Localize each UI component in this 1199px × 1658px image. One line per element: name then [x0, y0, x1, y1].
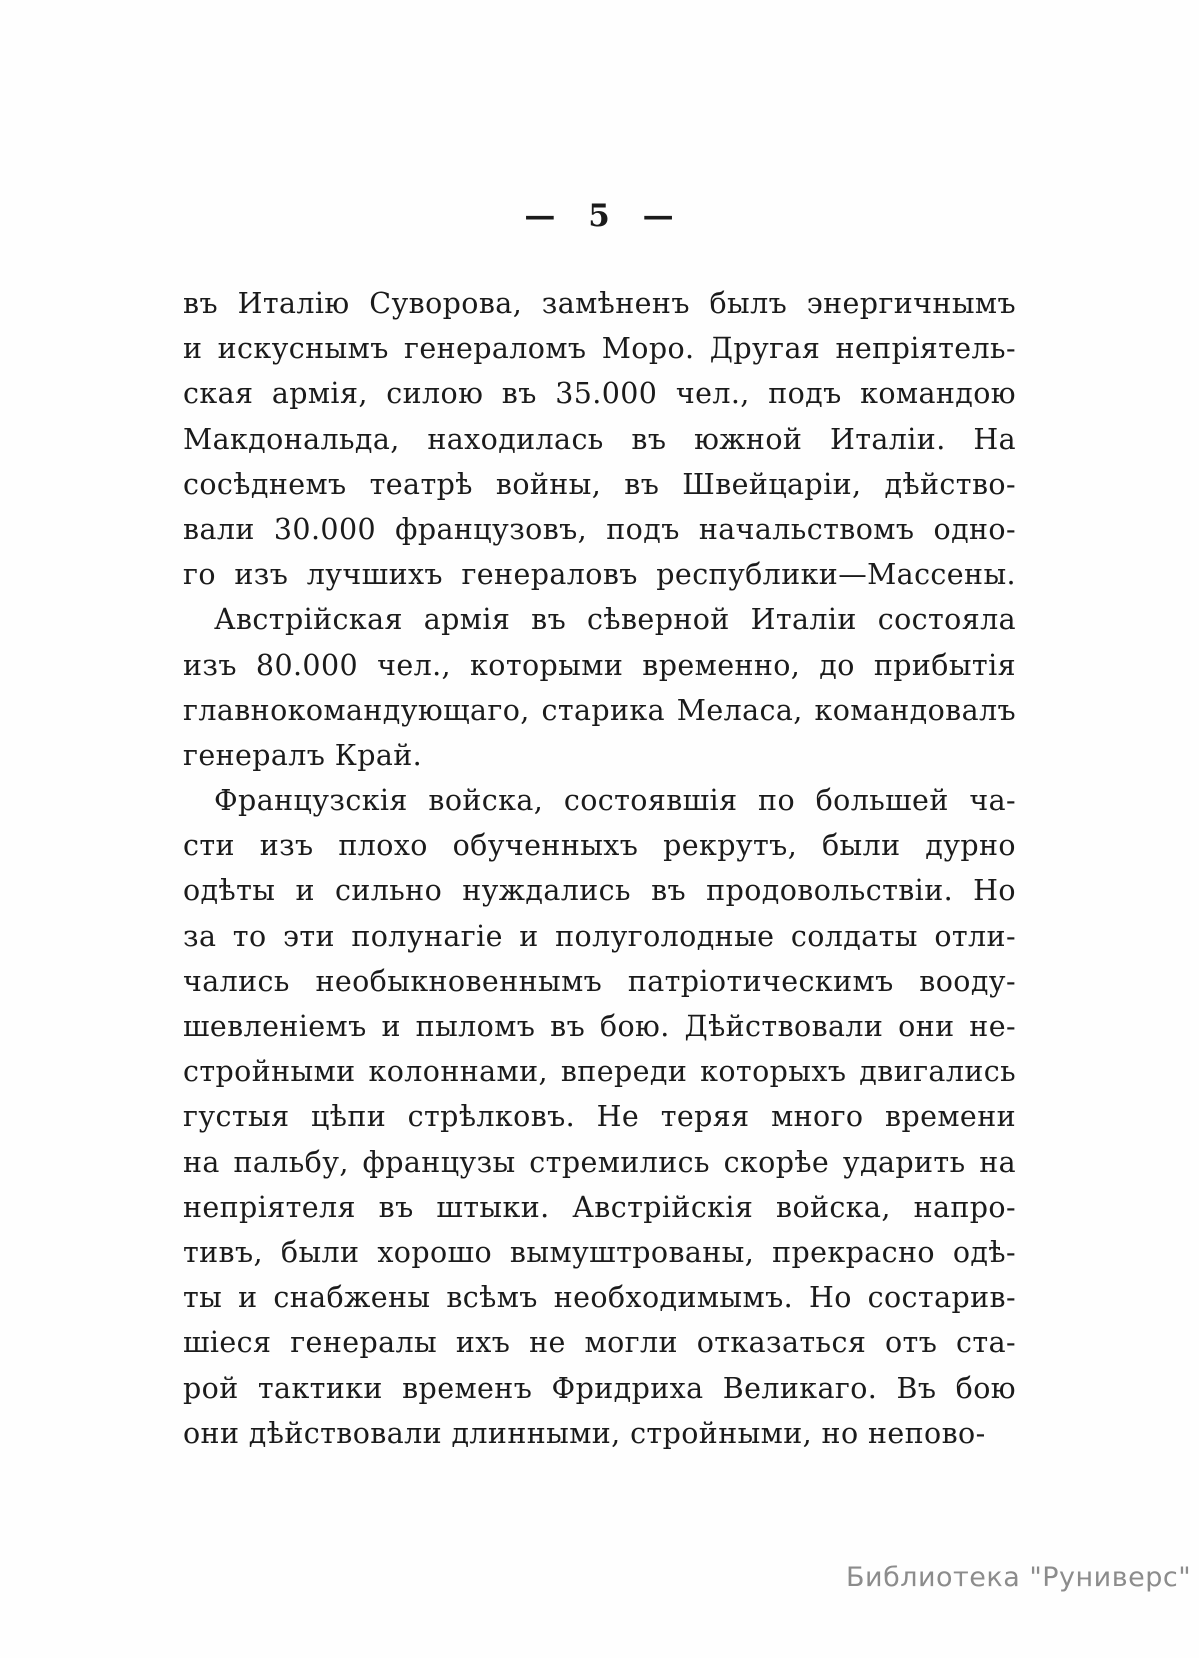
text-line: вали 30.000 французовъ, подъ начальствомъ одно-: [183, 512, 1016, 546]
text-line: Французскія войска, состоявшія по большей ча-: [214, 784, 1016, 818]
text-line: рой тактики временъ Фридриха Великаго. Въ бою: [183, 1371, 1016, 1405]
text-line: за то эти полунагіе и полуголодные солдаты отли-: [183, 919, 1016, 953]
text-line: главнокомандующаго, старика Меласа, командовалъ: [183, 693, 1016, 727]
text-line: стройными колоннами, впереди которыхъ двигались: [183, 1055, 1016, 1089]
text-line: ты и снабжены всѣмъ необходимымъ. Но состарив-: [183, 1281, 1016, 1315]
text-line: и искуснымъ генераломъ Моро. Другая непріятель-: [183, 332, 1016, 366]
text-line: Макдональда, находилась въ южной Италіи. На: [183, 422, 1016, 456]
watermark: Библиотека "Руниверс": [846, 1562, 1192, 1593]
text-line: изъ 80.000 чел., которыми временно, до прибытія: [183, 648, 1016, 682]
text-line: въ Италію Суворова, замѣненъ былъ энергичнымъ: [183, 287, 1016, 320]
text-line: сосѣднемъ театрѣ войны, въ Швейцаріи, дѣйство-: [183, 467, 1016, 501]
text-line: шіеся генералы ихъ не могли отказаться отъ ста-: [183, 1326, 1016, 1360]
text-line: непріятеля въ штыки. Австрійскія войска, напро-: [183, 1190, 1016, 1224]
text-line: шевленіемъ и пыломъ въ бою. Дѣйствовали они не-: [183, 1010, 1016, 1043]
text-line: генералъ Край.: [183, 738, 423, 772]
text-line: густыя цѣпи стрѣлковъ. Не теряя много времени: [183, 1100, 1016, 1134]
text-line: чались необыкновеннымъ патріотическимъ вооду-: [183, 964, 1016, 998]
text-line: го изъ лучшихъ генераловъ республики—Массены.: [183, 558, 1016, 592]
text-line: одѣты и сильно нуждались въ продовольствіи. Но: [183, 874, 1016, 908]
text-line: Австрійская армія въ сѣверной Италіи состояла: [214, 603, 1016, 637]
text-line: тивъ, были хорошо вымуштрованы, прекрасно одѣ-: [183, 1235, 1016, 1269]
text-line: ская армія, силою въ 35.000 чел., подъ командою: [183, 377, 1016, 411]
text-line: они дѣйствовали длинными, стройными, но непово-: [183, 1416, 986, 1450]
text-line: на пальбу, французы стремились скорѣе ударить на: [183, 1145, 1016, 1179]
text-line: сти изъ плохо обученныхъ рекрутъ, были дурно: [183, 829, 1016, 863]
page-text-block: [183, 281, 1016, 1456]
page-number: — 5 —: [524, 198, 675, 234]
